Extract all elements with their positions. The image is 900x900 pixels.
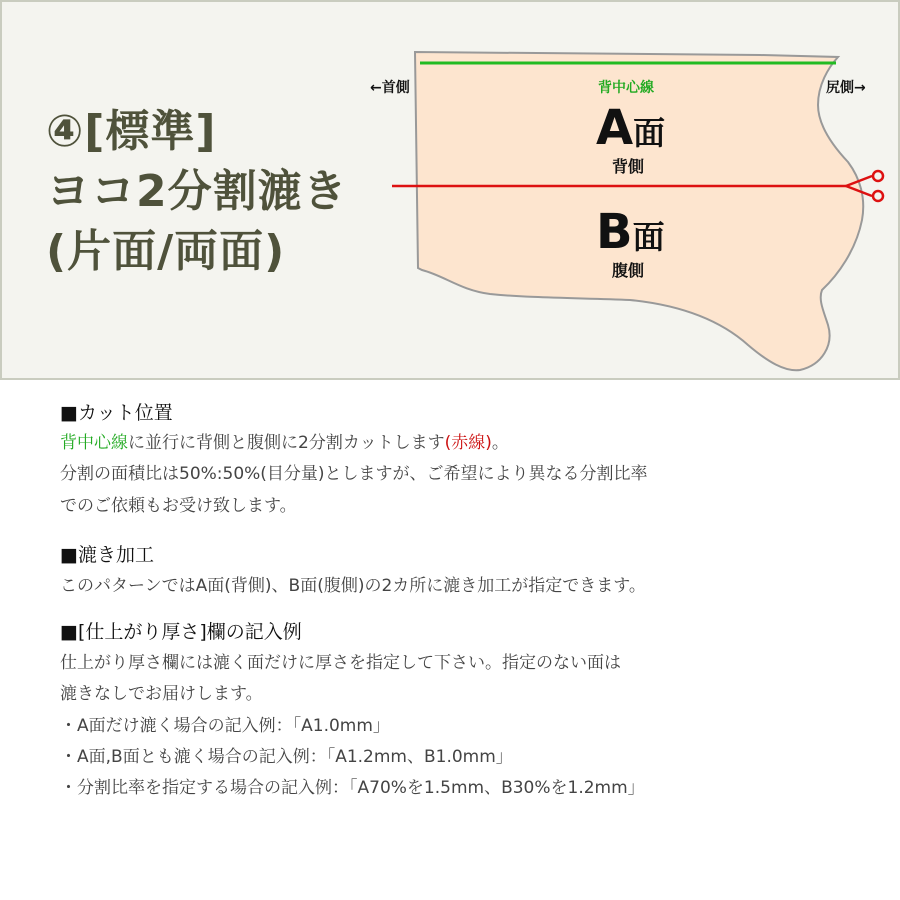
skiving-line1: このパターンではA面(背側)、B面(腹側)の2カ所に漉き加工が指定できます。 (60, 575, 646, 596)
face-b-label (596, 204, 665, 260)
cut-position-line2: 分割の面積比は50%:50%(目分量)としますが、ご希望により異なる分割比率 (60, 464, 648, 485)
cut-position-line1-end: 。 (491, 432, 509, 453)
cut-position-line1-mid: に並行に背側と腹側に2分割カットします (128, 432, 445, 453)
face-b-men: 面 (632, 218, 665, 256)
face-b-letter: B (596, 204, 633, 260)
diagram-title-line3: (片面/両面) (46, 226, 286, 277)
face-a-letter: A (596, 100, 634, 156)
skiving-heading: ■漉き加工 (60, 544, 154, 566)
spine-label: 背中心線 (598, 80, 654, 96)
cut-position-line3: でのご依頼もお受け致します。 (60, 495, 297, 516)
thickness-heading: ■[仕上がり厚さ]欄の記入例 (60, 621, 302, 643)
face-b-sub: 腹側 (612, 261, 645, 280)
face-a-label (596, 100, 666, 156)
diagram-title-line1: ④[標準] (46, 106, 217, 157)
tail-side-label: 尻側→ (826, 80, 866, 96)
section-cut-position (60, 402, 860, 516)
thickness-line2: 漉きなしでお届けします。 (60, 684, 263, 705)
red-line-text: (赤線) (444, 432, 492, 453)
example-3: ・分割比率を指定する場合の記入例：「A70%を1.5mm、B30%を1.2mm」 (60, 778, 645, 799)
cut-position-heading: ■カット位置 (60, 402, 173, 424)
cut-position-line1 (60, 433, 860, 453)
face-a-men: 面 (633, 114, 666, 152)
thickness-line1: 仕上がり厚さ欄には漉く面だけに厚さを指定して下さい。指定のない面は (60, 652, 621, 673)
section-thickness-examples (60, 621, 860, 799)
example-2: ・A面,B面とも漉く場合の記入例：「A1.2mm、B1.0mm」 (60, 746, 513, 767)
diagram-title-line2: ヨコ2分割漉き (46, 166, 348, 217)
example-1: ・A面だけ漉く場合の記入例：「A1.0mm」 (60, 715, 390, 736)
section-skiving (60, 544, 860, 596)
neck-side-label: ←首側 (370, 80, 410, 96)
face-a-sub: 背側 (612, 157, 645, 176)
spine-text: 背中心線 (60, 432, 128, 453)
